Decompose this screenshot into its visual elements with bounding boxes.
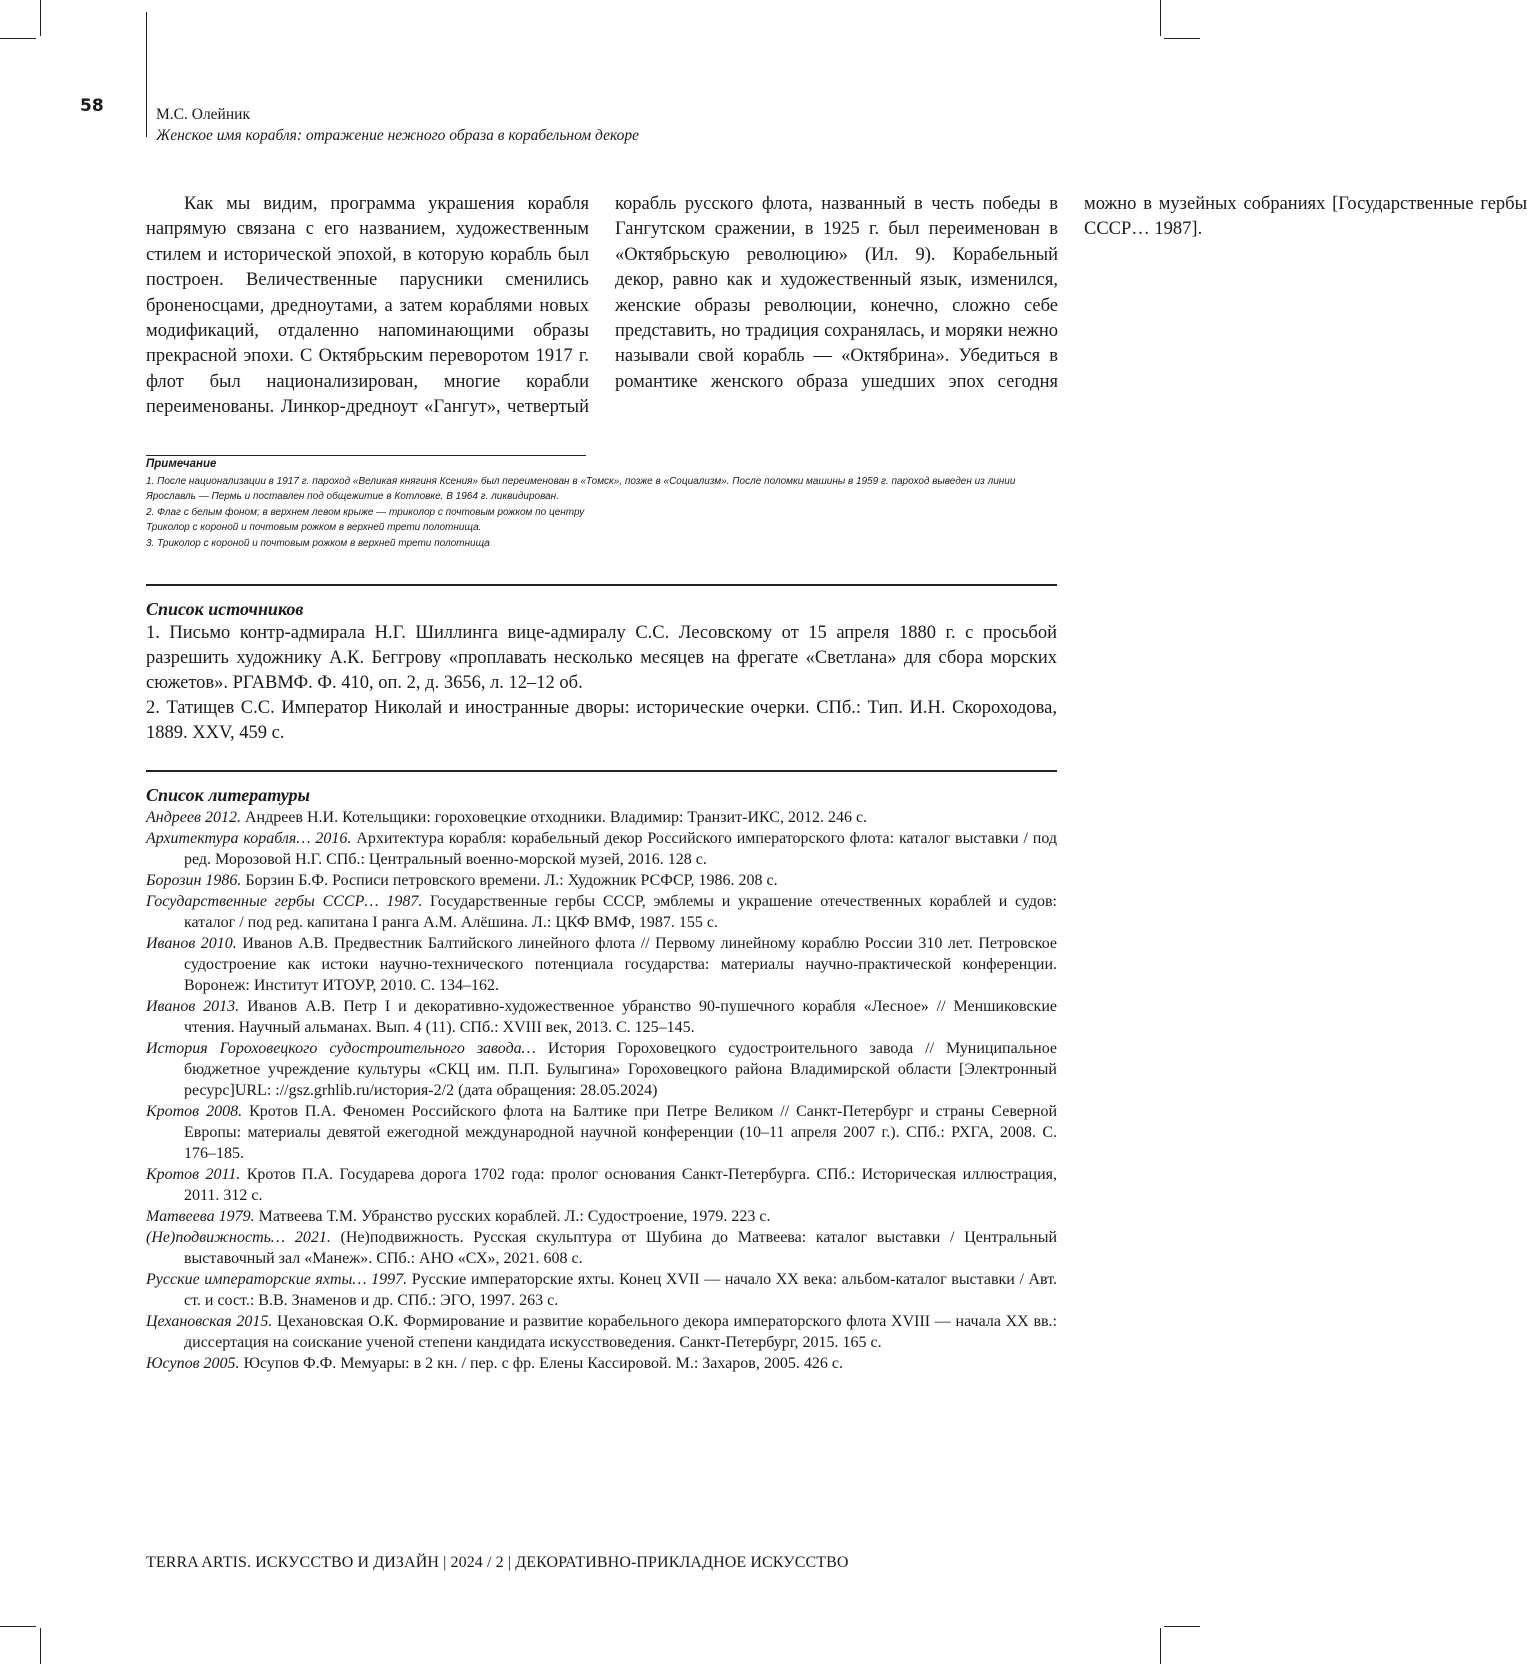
note-item: 2. Флаг с белым фоном; в верхнем левом крыже — триколор с почтовым рожком по центру <box>146 506 585 518</box>
literature-item-key: Борозин 1986. <box>146 872 242 889</box>
running-head-author: М.С. Олейник <box>156 106 250 123</box>
literature-item-key: История Гороховецкого судостроительного завода… <box>146 1040 536 1057</box>
literature-item-key: Иванов 2013. <box>146 998 240 1015</box>
literature-item <box>146 1101 1057 1164</box>
literature-item-text: Иванов А.В. Петр I и декоративно-художественное убранство 90-пушечного корабля «Лесное» // Меншиковские чтения. Научный альманах. Вып. 4 (11). СПб.: XVIII век, 2013. С. 125–145. <box>184 998 1057 1036</box>
literature-item <box>146 1164 1057 1206</box>
notes-title: Примечание <box>146 458 217 470</box>
source-item: 2. Татищев С.С. Император Николай и иностранные дворы: исторические очерки. СПб.: Тип. И.Н. Скороходова, 1889. XXV, 459 с. <box>146 698 1057 743</box>
running-head-title: Женское имя корабля: отражение нежного образа в корабельном декоре <box>156 127 639 144</box>
literature-item-key: Архитектура корабля… 2016. <box>146 830 352 847</box>
literature-item <box>146 807 1057 828</box>
crop-mark <box>1160 0 1161 36</box>
literature-item <box>146 996 1057 1038</box>
literature-item-text: Юсупов Ф.Ф. Мемуары: в 2 кн. / пер. с фр. Елены Кассировой. М.: Захаров, 2005. 426 с. <box>239 1355 843 1372</box>
literature-item <box>146 1353 1057 1374</box>
crop-mark <box>1164 38 1200 39</box>
literature-item-text: История Гороховецкого судостроительного завода // Муниципальное бюджетное учреждение культуры «СКЦ им. П.П. Булыгина» Гороховецкого района Владимирской области [Электронный ресурс]URL: ://gsz.grhlib.ru/история-2/2 (дата обращения: 28.05.2024) <box>184 1040 1057 1099</box>
literature-section <box>146 783 1057 1374</box>
literature-item-key: Русские императорские яхты… 1997. <box>146 1271 408 1288</box>
sources-section <box>146 597 1057 746</box>
literature-item-key: Кротов 2011. <box>146 1166 241 1183</box>
note-item: 1. После национализации в 1917 г. пароход «Великая княгиня Ксения» был переименован в «Томск», позже в «Социализм». После поломки машины в 1959 г. пароход выведен из линии Ярославль — Пермь и поставлен под общежитие в Котловке. В 1964 г. ликвидирован. <box>146 475 1016 502</box>
literature-heading: Список литературы <box>146 785 310 805</box>
crop-mark <box>40 0 41 36</box>
literature-item-text: Русские императорские яхты. Конец XVII — начало XX века: альбом-каталог выставки / Авт. ст. и сост.: В.В. Знаменов и др. СПб.: ЭГО, 1997. 263 с. <box>184 1271 1057 1309</box>
running-head <box>156 104 639 146</box>
literature-item <box>146 1311 1057 1353</box>
literature-item-key: Юсупов 2005. <box>146 1355 240 1372</box>
crop-mark <box>1164 1626 1200 1627</box>
page-number: 58 <box>80 96 104 116</box>
literature-item-text: Архитектура корабля: корабельный декор Российского императорского флота: каталог выставки / под ред. Морозовой Н.Г. СПб.: Центральный военно-морской музей, 2016. 128 с. <box>184 830 1057 868</box>
literature-item <box>146 891 1057 933</box>
literature-item-key: Андреев 2012. <box>146 809 241 826</box>
note-item: Триколор с короной и почтовым рожком в верхней трети полотнища. <box>146 522 482 533</box>
note-rule <box>146 455 586 456</box>
journal-footer: TERRA ARTIS. ИСКУССТВО И ДИЗАЙН | 2024 / 2 | ДЕКОРАТИВНО-ПРИКЛАДНОЕ ИСКУССТВО <box>146 1554 849 1571</box>
body-text <box>146 192 1527 446</box>
literature-item <box>146 1227 1057 1269</box>
literature-item-key: Матвеева 1979. <box>146 1208 255 1225</box>
literature-item-text: Иванов А.В. Предвестник Балтийского линейного флота // Первому линейному кораблю России 310 лет. Петровское судостроение как истоки научно-технического потенциала государства: материалы научно-практической конференции. Воронеж: Институт ИТОУР, 2010. С. 134–162. <box>184 935 1057 994</box>
literature-item <box>146 1206 1057 1227</box>
crop-mark <box>1160 1628 1161 1664</box>
crop-mark <box>0 38 36 39</box>
literature-item-key: (Не)подвижность… 2021. <box>146 1229 331 1246</box>
literature-item <box>146 1038 1057 1101</box>
literature-item-text: Кротов П.А. Феномен Российского флота на Балтике при Петре Великом // Санкт-Петербург и страны Северной Европы: материалы девятой ежегодной международной научной конференции (10–11 апреля 2007 г.). СПб.: РХГА, 2008. С. 176–185. <box>184 1103 1058 1162</box>
header-rule <box>146 12 147 137</box>
notes <box>146 457 1058 551</box>
literature-item-text: Цехановская О.К. Формирование и развитие корабельного декора императорского флота XVIII — начала XX вв.: диссертация на соискание ученой степени кандидата искусствоведения. Санкт-Петербург, 2015. 165 с. <box>184 1313 1057 1351</box>
literature-item-text: Борзин Б.Ф. Росписи петровского времени. Л.: Художник РСФСР, 1986. 208 с. <box>241 872 778 889</box>
literature-item-text: Матвеева Т.М. Убранство русских кораблей. Л.: Судостроение, 1979. 223 с. <box>254 1208 771 1225</box>
literature-item-text: Государственные гербы СССР, эмблемы и украшение отечественных кораблей и судов: каталог / под ред. капитана I ранга А.М. Алёшина. Л.: ЦКФ ВМФ, 1987. 155 с. <box>184 893 1058 931</box>
sources-rule <box>146 584 1057 586</box>
literature-item <box>146 1269 1057 1311</box>
literature-item-key: Иванов 2010. <box>146 935 237 952</box>
crop-mark <box>40 1628 41 1664</box>
literature-item <box>146 870 1057 891</box>
literature-item-text: Кротов П.А. Государева дорога 1702 года: пролог основания Санкт-Петербурга. СПб.: Историческая иллюстрация, 2011. 312 с. <box>184 1166 1058 1204</box>
source-item: 1. Письмо контр-адмирала Н.Г. Шиллинга вице-адмиралу С.С. Лесовскому от 15 апреля 1880 г. с просьбой разрешить художнику А.К. Беггрову «проплавать несколько месяцев на фрегате «Светлана» для сбора морских сюжетов». РГАВМФ. Ф. 410, оп. 2, д. 3656, л. 12–12 об. <box>146 623 1057 693</box>
literature-rule <box>146 770 1057 772</box>
literature-item-text: Андреев Н.И. Котельщики: гороховецкие отходники. Владимир: Транзит-ИКС, 2012. 246 с. <box>240 809 868 826</box>
sources-heading: Список источников <box>146 599 304 619</box>
crop-mark <box>0 1626 36 1627</box>
literature-item-key: Цехановская 2015. <box>146 1313 273 1330</box>
literature-item-key: Кротов 2008. <box>146 1103 243 1120</box>
body-paragraph: Как мы видим, программа украшения корабля напрямую связана с его названием, художественным стилем и исторической эпохой, в которую корабль был построен. Величественные парусники сменились броненосцами, дредноутами, а затем кораблями новых модификаций, отдаленно напоминающими образы прекрасной эпохи. С Октябрьским переворотом 1917 г. флот был национализирован, многие корабли переименованы. Линкор-дредноут «Гангут», четвертый корабль русского флота, названный в честь победы в Гангутском сражении, в 1925 г. был переименован в «Октябрьскую революцию» (Ил. 9). Корабельный декор, равно как и художественный язык, изменился, женские образы революции, конечно, сложно себе представить, но традиция сохранялась, и моряки нежно называли свой корабль — «Октябрина». Убедиться в романтике женского образа ушедших эпох сегодня можно в музейных собраниях [Государственные гербы СССР… 1987]. <box>146 194 1527 418</box>
note-item: 3. Триколор с короной и почтовым рожком в верхней трети полотнища <box>146 537 490 549</box>
literature-item-text: (Не)подвижность. Русская скульптура от Шубина до Матвеева: каталог выставки / Центральный выставочный зал «Манеж». СПб.: АНО «СХ», 2021. 608 с. <box>184 1229 1058 1267</box>
literature-item-key: Государственные гербы СССР… 1987. <box>146 893 423 910</box>
literature-list <box>146 807 1057 1374</box>
literature-item <box>146 828 1057 870</box>
literature-item <box>146 933 1057 996</box>
